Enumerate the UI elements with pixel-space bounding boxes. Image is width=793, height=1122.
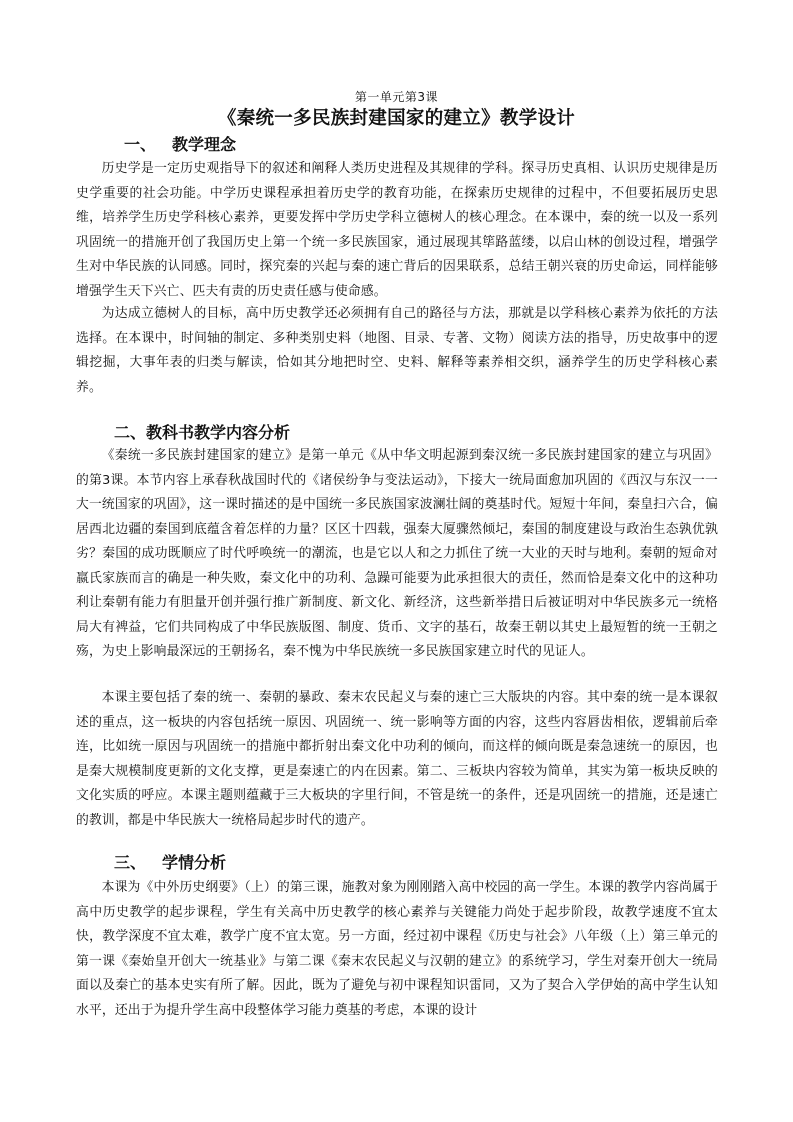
paragraph: 本课主要包括了秦的统一、秦朝的暴政、秦末农民起义与秦的速亡三大版块的内容。其中秦的统一是本课叙述的重点，这一板块的内容包括统一原因、巩固统一、统一影响等方面的内容，这些内容唇齿相依，逻辑前后牵连，比如统一原因与巩固统一的措施中都折射出秦文化中功利的倾向，而这样的倾向既是秦急速统一的原因，也是秦大规模制度更新的文化支撑，更是秦速亡的内在因素。第二、三板块内容较为简单，其实为第一板块反映的文化实质的呼应。本课主题则蕴藏于三大板块的字里行间，不管是统一的条件，还是巩固统一的措施，还是速亡的教训，都是中华民族大一统格局起步时代的遗产。 <box>76 690 718 828</box>
section-number: 一、 <box>124 135 157 154</box>
section-heading-2 <box>114 422 290 444</box>
document-title: 《秦统一多民族封建国家的建立》教学设计 <box>217 108 576 129</box>
paragraph: 历史学是一定历史观指导下的叙述和阐释人类历史进程及其规律的学科。探寻历史真相、认识历史规律是历史学重要的社会功能。中学历史课程承担着历史学的教育功能，在探索历史规律的过程中，不但要拓展历史思维，培养学生历史学科核心素养，更要发挥中学历史学科立德树人的核心理念。在本课中，秦的统一以及一系列巩固统一的措施开创了我国历史上第一个统一多民族国家，通过展现其筚路蓝缕，以启山林的创设过程，增强学生对中华民族的认同感。同时，探究秦的兴起与秦的速亡背后的因果联系，总结王朝兴衰的历史命运，同样能够增强学生天下兴亡、匹夫有责的历史责任感与使命感。 <box>76 161 718 299</box>
section-title: 教科书教学内容分析 <box>146 423 291 442</box>
unit-label: 第一单元第3课 <box>354 90 439 104</box>
section-heading-1 <box>124 134 236 156</box>
paragraph: 《秦统一多民族封建国家的建立》是第一单元《从中华文明起源到秦汉统一多民族封建国家的建立与巩固》的第3课。本节内容上承春秋战国时代的《诸侯纷争与变法运动》，下接大一统局面愈加巩固的《西汉与东汉一一大一统国家的巩固》，这一课时描述的是中国统一多民族国家波澜壮阔的奠基时代。短短十年间，秦皇扫六合，偏居西北边疆的秦国到底蕴含着怎样的力量？区区十四载，强秦大厦骤然倾圮，秦国的制度建设与政治生态孰优孰劣？秦国的成功既顺应了时代呼唤统一的潮流，也是它以人和之力抓住了统一大业的天时与地利。秦朝的短命对嬴氏家族而言的确是一种失败，秦文化中的功利、急躁可能要为此承担很大的责任，然而恰是秦文化中的这种功利让秦朝有能力有胆量开创并强行推广新制度、新文化、新经济，这些新举措日后被证明对中华民族多元一统格局大有裨益，它们共同构成了中华民族版图、制度、货币、文字的基石，故秦王朝以其史上最短暂的统一王朝之殇，为史上影响最深远的王朝扬名，秦不愧为中华民族统一多民族国家建立时代的见证人。 <box>76 448 718 659</box>
section-heading-3 <box>114 852 226 874</box>
paragraph: 本课为《中外历史纲要》（上）的第三课，施教对象为刚刚踏入高中校园的高一学生。本课的教学内容尚属于高中历史教学的起步课程，学生有关高中历史教学的核心素养与关键能力尚处于起步阶段，故教学速度不宜太快，教学深度不宜太难，教学广度不宜太宽。另一方面，经过初中课程《历史与社会》八年级（上）第三单元的第一课《秦始皇开创大一统基业》与第二课《秦末农民起义与汉朝的建立》的系统学习，学生对秦开创大一统局面以及秦亡的基本史实有所了解。因此，既为了避免与初中课程知识雷同，又为了契合入学伊始的高中学生认知水平，还出于为提升学生高中段整体学习能力奠基的考虑，本课的设计 <box>76 880 718 1018</box>
section-number: 三、 <box>114 853 147 872</box>
paragraph: 为达成立德树人的目标，高中历史教学还必须拥有自己的路径与方法，那就是以学科核心素养为依托的方法选择。在本课中，时间轴的制定、多种类别史料（地图、目录、专著、文物）阅读方法的指导，历史故事中的逻辑挖掘，大事年表的归类与解读，恰如其分地把时空、史料、解释等素养相交织，涵养学生的历史学科核心素养。 <box>76 306 718 395</box>
section-number: 二、 <box>114 423 147 442</box>
section-title: 教学理念 <box>172 135 237 154</box>
section-title: 学情分析 <box>162 853 227 872</box>
